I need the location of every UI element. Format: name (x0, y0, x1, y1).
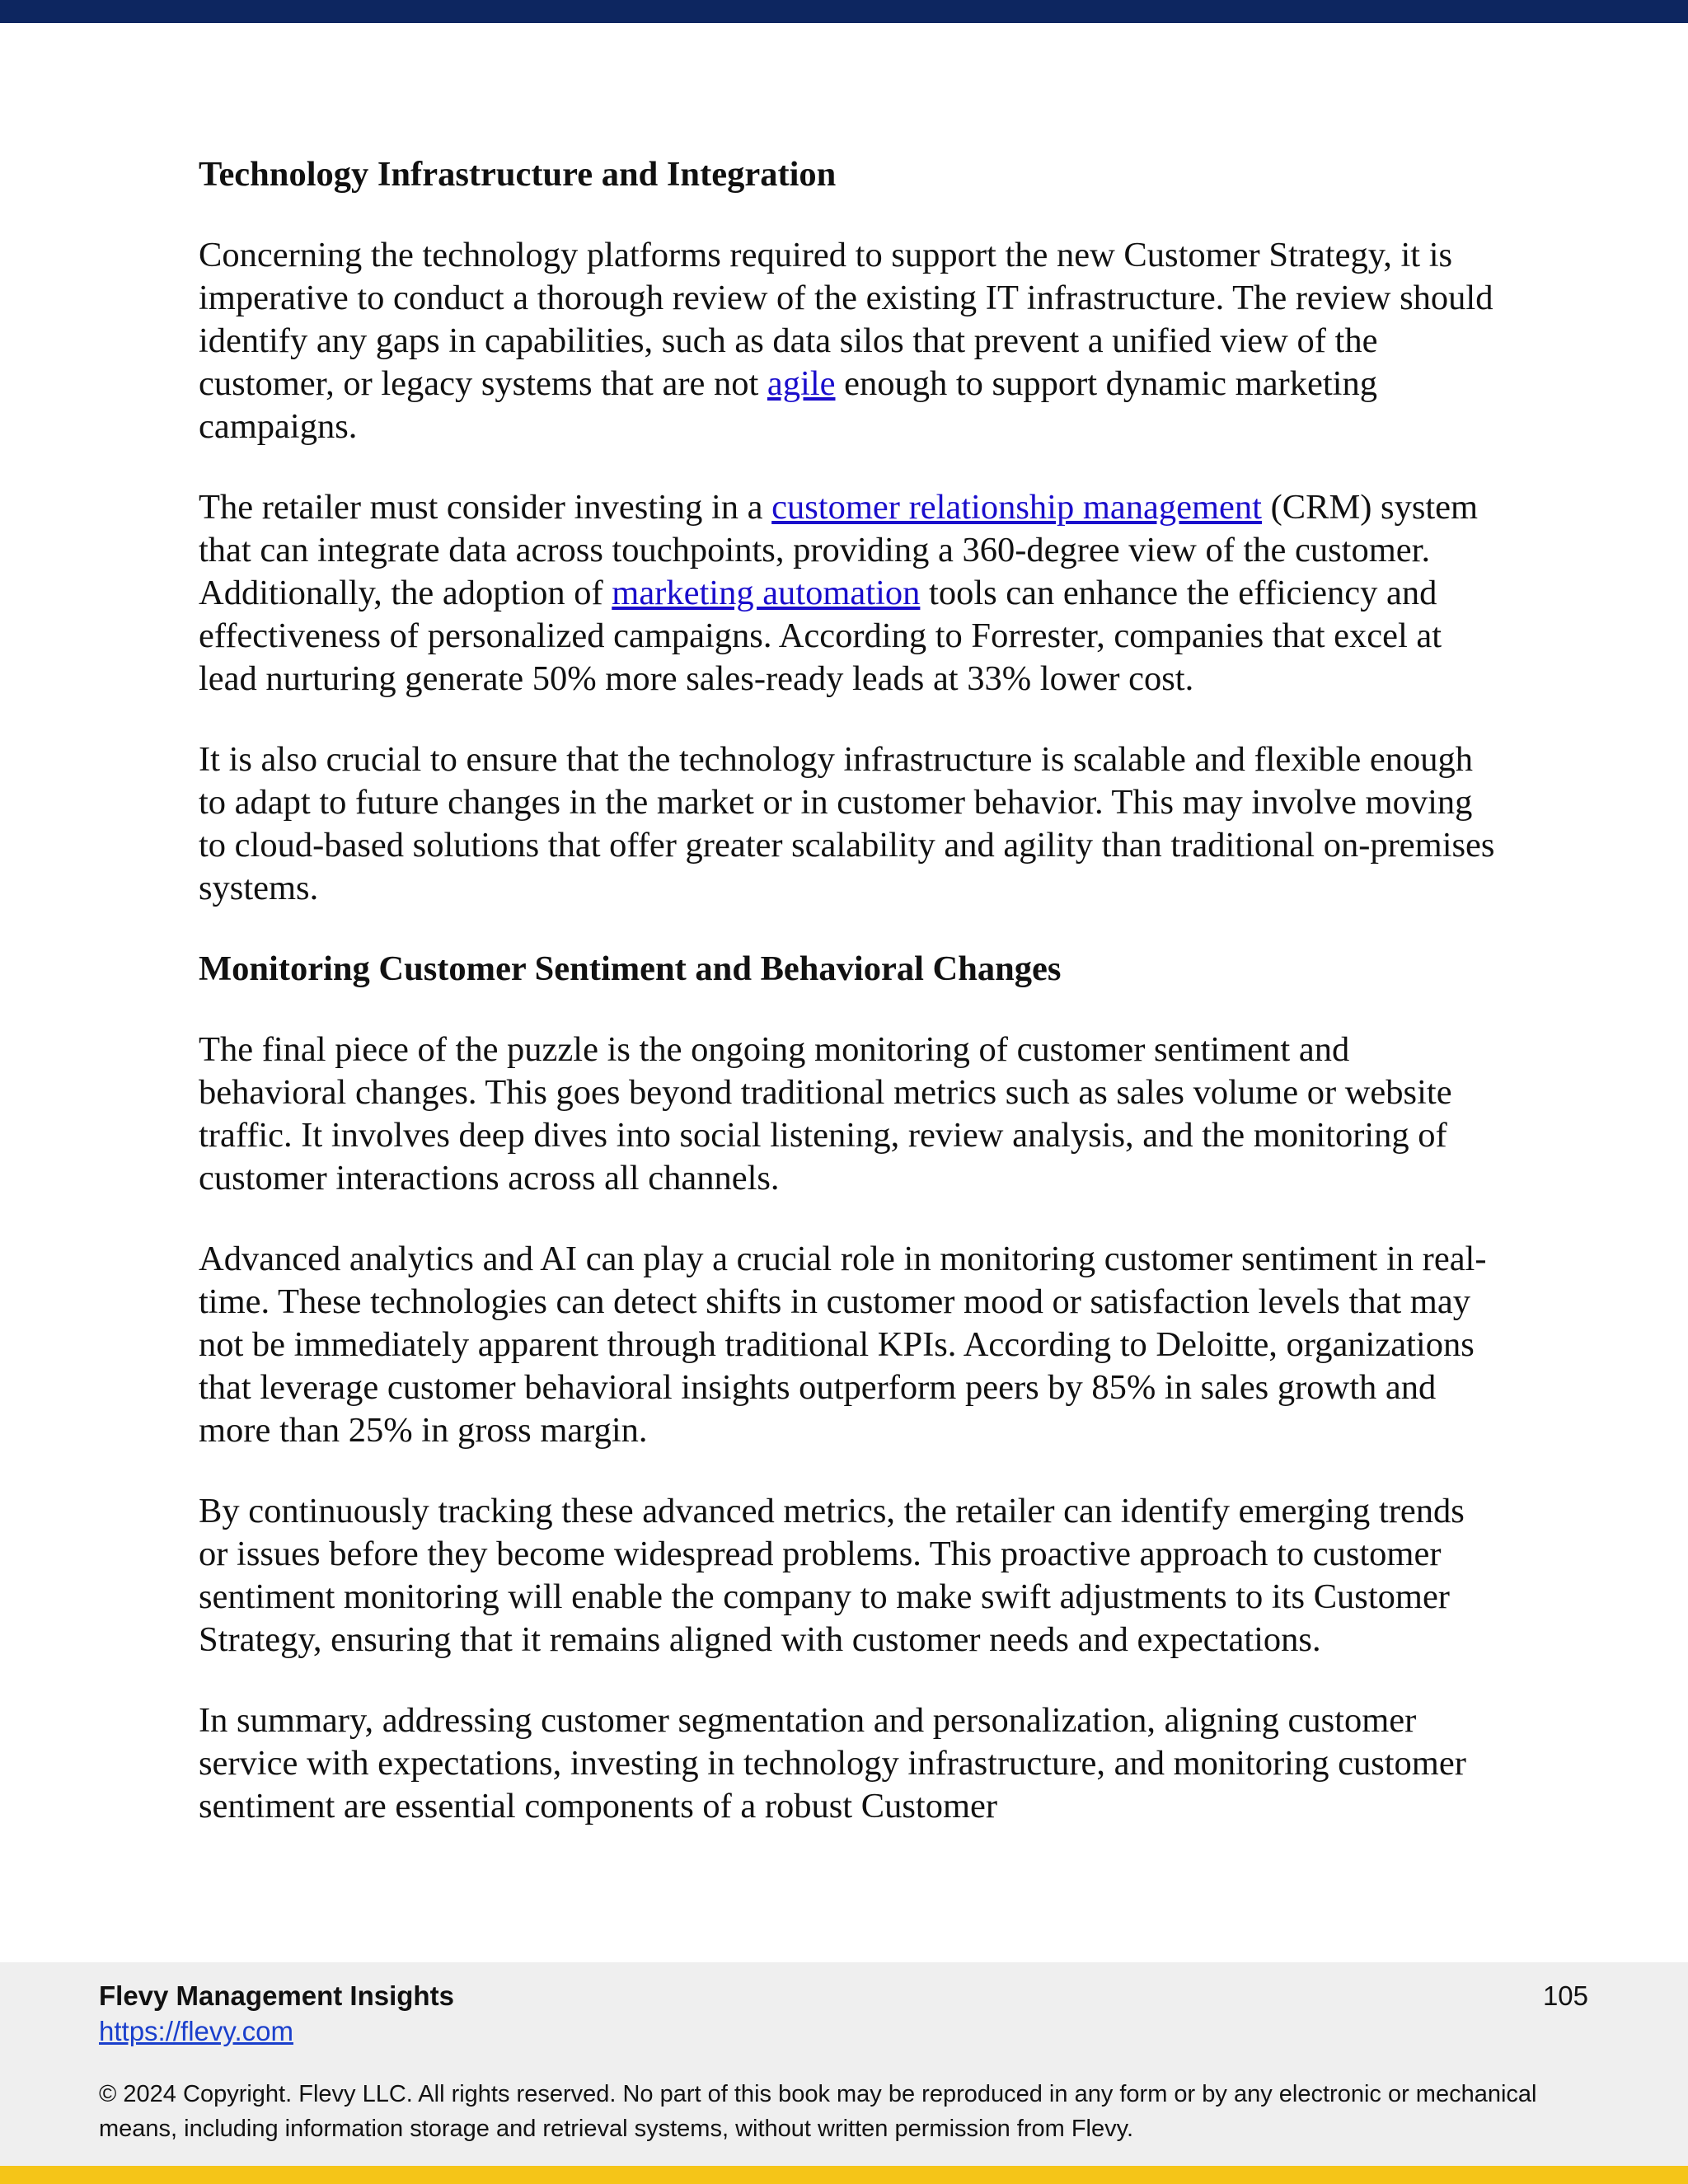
top-header-bar (0, 0, 1688, 23)
page-footer (0, 1962, 1688, 2166)
paragraph: In summary, addressing customer segmentation and personalization, aligning customer service with expectations, investing in technology infrastructure, and monitoring customer sentiment are essential components of a robust Customer (199, 1701, 1466, 1825)
section-heading-monitoring: Monitoring Customer Sentiment and Behavioral Changes (199, 949, 1062, 988)
paragraph: It is also crucial to ensure that the technology infrastructure is scalable and flexible enough to adapt to future changes in the market or in customer behavior. This may involve moving to cloud-based solutions that offer greater scalability and agility than traditional on-premises systems. (199, 740, 1495, 907)
footer-brand: Flevy Management Insights (99, 1980, 454, 2011)
bottom-accent-bar (0, 2166, 1688, 2184)
paragraph: By continuously tracking these advanced metrics, the retailer can identify emerging trends or issues before they become widespread problems. This proactive approach to customer sentiment monitoring will enable the company to make swift adjustments to its Customer Strategy, ensuring that it remains aligned with customer needs and expectations. (199, 1492, 1465, 1659)
paragraph-text: (CRM) system that can integrate data across touchpoints, providing a 360-degree view of the customer. Additionally, the adoption of (199, 488, 1479, 612)
section-heading-technology: Technology Infrastructure and Integration (199, 155, 837, 194)
paragraph-text: tools can enhance the efficiency and effectiveness of personalized campaigns. According to Forrester, companies that excel at lead nurturing generate 50% more sales-ready leads at 33% lower cost. (199, 574, 1442, 698)
copyright-notice: © 2024 Copyright. Flevy LLC. All rights reserved. No part of this book may be reproduced in any form or by any electronic or mechanical means, including information storage and retrieval systems, without written permission from Flevy. (99, 2081, 1537, 2142)
agile-link[interactable]: agile (767, 364, 836, 403)
footer-url-link[interactable]: https://flevy.com (99, 2016, 293, 2046)
paragraph-text: The retailer must consider investing in a (199, 488, 772, 527)
page-number: 105 (1542, 1980, 1588, 2011)
paragraph: Advanced analytics and AI can play a crucial role in monitoring customer sentiment in real-time. These technologies can detect shifts in customer mood or satisfaction levels that may not be immediately apparent through traditional KPIs. According to Deloitte, organizations that leverage customer behavioral insights outperform peers by 85% in sales growth and more than 25% in gross margin. (199, 1240, 1487, 1450)
crm-link[interactable]: customer relationship management (771, 488, 1262, 527)
page-content (199, 153, 1501, 1866)
marketing-automation-link[interactable]: marketing automation (612, 574, 921, 612)
paragraph-text: enough to support dynamic marketing campaigns. (199, 364, 1377, 446)
paragraph (199, 234, 1501, 448)
paragraph: The final piece of the puzzle is the ongoing monitoring of customer sentiment and behavioral changes. This goes beyond traditional metrics such as sales volume or website traffic. It involves deep dives into social listening, review analysis, and the monitoring of customer interactions across all channels. (199, 1030, 1452, 1197)
paragraph (199, 486, 1501, 701)
paragraph-text: Concerning the technology platforms required to support the new Customer Strategy, it is imperative to conduct a thorough review of the existing IT infrastructure. The review should identify any gaps in capabilities, such as data silos that prevent a unified view of the customer, or legacy systems that are not (199, 236, 1493, 403)
